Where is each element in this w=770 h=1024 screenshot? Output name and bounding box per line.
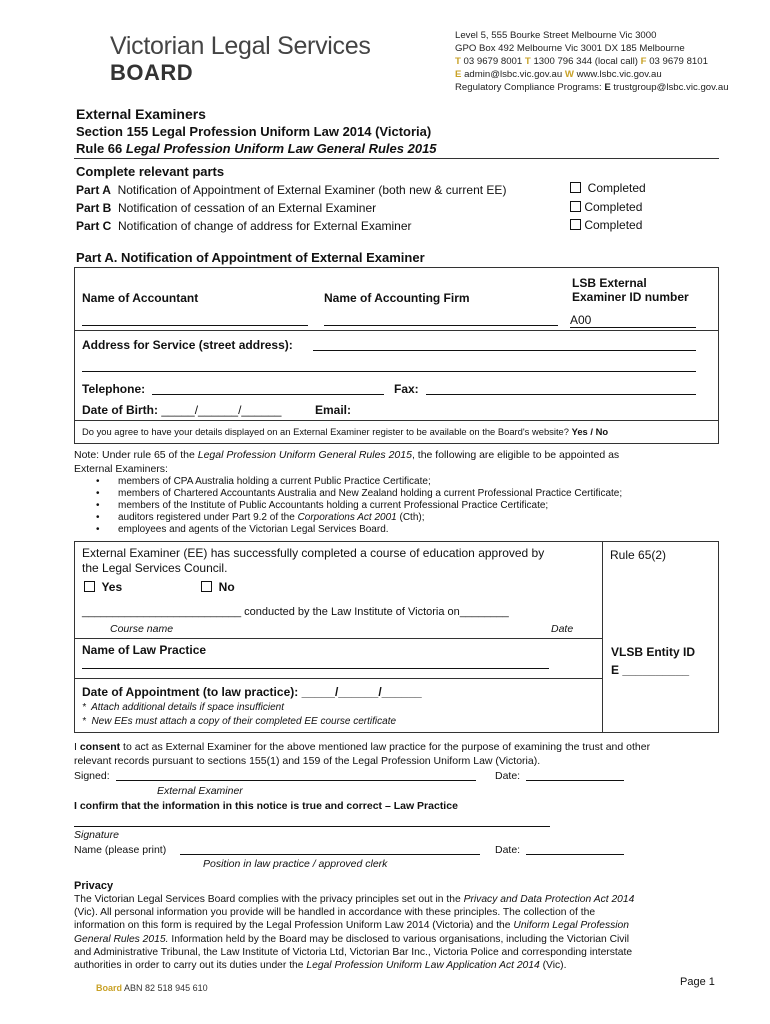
law-practice-label: Name of Law Practice (82, 643, 207, 657)
eligibility-note-line2: External Examiners: (74, 463, 168, 475)
email-label: Email: (315, 403, 352, 417)
compliance-line: Regulatory Compliance Programs: E trustgroup@lsbc.vic.gov.au (455, 82, 729, 93)
course-statement: External Examiner (EE) has successfully completed a course of education approved by the Legal Services Council. (82, 546, 545, 575)
fax-input[interactable] (426, 394, 696, 395)
page-number: Page 1 (680, 976, 715, 988)
appointment-row[interactable]: Date of Appointment (to law practice): _____/______/______ (82, 685, 422, 699)
part-b-completed[interactable]: Completed (570, 200, 642, 214)
logo-line2: BOARD (110, 60, 194, 85)
list-item: • members of CPA Australia holding a current Public Practice Certificate; (96, 476, 736, 488)
date-label-2: Date: (495, 844, 521, 856)
signature-label: Signature (74, 829, 119, 841)
telephone-input[interactable] (152, 394, 384, 395)
part-a-completed[interactable]: Completed (570, 181, 646, 195)
course-name-label: Course name (110, 623, 174, 635)
fax-label: Fax: (394, 382, 419, 396)
part-c-row: Part C Notification of change of address for External Examiner (76, 219, 412, 233)
yes-option[interactable]: Yes (84, 580, 122, 594)
phone-line: T 03 9679 8001 T 1300 796 344 (local call) F 03 9679 8101 (455, 56, 708, 67)
consent-line1: I consent to act as External Examiner for the above mentioned law practice for the purpose of examining the trust and other (74, 741, 651, 753)
privacy-text: The Victorian Legal Services Board complies with the privacy principles set out in the Privacy and Data Protection Act 2014 (Vic). All personal information you provide will be handled in accordance with these principles. The collection of the information on this form is required by the Legal Profession Uniform Law 2014 (Victoria) and the Uniform Legal Profession General Rules 2015. Information held by the Board may be disclosed to various organisations, including the Victorian Civil and Administrative Tribunal, the Law Institute of Victoria Ltd, Victorian Bar Inc., Victoria Police and corresponding interstate authorities in order to carry out its duties under the Legal Profession Uniform Law Application Act 2014 (Vic). (74, 894, 635, 972)
checkbox-icon[interactable] (570, 201, 581, 212)
date-input-1[interactable] (526, 780, 624, 781)
date-input-2[interactable] (526, 854, 624, 855)
logo-line1: Victorian Legal Services (110, 32, 371, 60)
signed-input[interactable] (116, 780, 476, 781)
col-firm: Name of Accounting Firm (324, 291, 470, 305)
rule-label: Rule 65(2) (610, 548, 667, 562)
position-caption: Position in law practice / approved clerk (203, 858, 388, 870)
register-question: Do you agree to have your details displayed on an External Examiner register to be available on the Board's website? Yes / No (82, 426, 609, 437)
asterisk-note-2: * New EEs must attach a copy of their completed EE course certificate (82, 716, 397, 727)
list-item: • members of Chartered Accountants Australia and New Zealand holding a current Professional Practice Certificate; (96, 488, 736, 500)
lsb-id-input[interactable]: A00 (570, 313, 696, 328)
telephone-label: Telephone: (82, 382, 146, 396)
asterisk-note-1: * Attach additional details if space insufficient (82, 702, 284, 713)
checkbox-icon[interactable] (84, 581, 95, 592)
checkbox-icon[interactable] (201, 581, 212, 592)
list-item: • employees and agents of the Victorian Legal Services Board. (96, 524, 736, 536)
col-lsb: LSB External Examiner ID number (572, 276, 689, 304)
address-label: Address for Service (street address): (82, 338, 293, 352)
part-a-heading: Part A. Notification of Appointment of External Examiner (76, 250, 425, 265)
email-line: E admin@lsbc.vic.gov.au W www.lsbc.vic.gov.au (455, 69, 662, 80)
address-line1: Level 5, 555 Bourke Street Melbourne Vic 3000 (455, 30, 657, 41)
signature-input[interactable] (74, 826, 550, 827)
law-practice-input[interactable] (82, 668, 549, 669)
address-input-2[interactable] (82, 371, 696, 372)
form-section: Section 155 Legal Profession Uniform Law 2014 (Victoria) (76, 124, 432, 139)
date-label-1: Date: (495, 770, 521, 782)
date-label: Date (551, 623, 574, 635)
privacy-heading: Privacy (74, 880, 114, 892)
accountant-input[interactable] (82, 325, 308, 326)
address-input[interactable] (313, 350, 696, 351)
name-print-input[interactable] (180, 854, 480, 855)
checkbox-icon[interactable] (570, 219, 581, 230)
checkbox-icon[interactable] (570, 182, 581, 193)
firm-input[interactable] (324, 325, 558, 326)
no-option[interactable]: No (201, 580, 235, 594)
name-print-label: Name (please print) (74, 844, 167, 856)
consent-line2: relevant records pursuant to sections 155(1) and 159 of the Legal Profession Uniform Law (Victoria). (74, 755, 541, 767)
part-a-row: Part A Notification of Appointment of External Examiner (both new & current EE) (76, 183, 507, 197)
parts-heading: Complete relevant parts (76, 164, 225, 179)
external-examiner-caption: External Examiner (157, 785, 243, 797)
dob-row[interactable]: Date of Birth: _____/______/______ (82, 403, 282, 417)
list-item: • members of the Institute of Public Accountants holding a current Professional Practice Certificate; (96, 500, 736, 512)
signed-label: Signed: (74, 770, 110, 782)
part-b-row: Part B Notification of cessation of an External Examiner (76, 201, 377, 215)
vlsb-entity[interactable]: VLSB Entity ID E __________ (611, 645, 696, 677)
confirm-text: I confirm that the information in this notice is true and correct – Law Practice (74, 800, 458, 812)
col-accountant: Name of Accountant (82, 291, 199, 305)
address-line2: GPO Box 492 Melbourne Vic 3001 DX 185 Melbourne (455, 43, 685, 54)
part-c-completed[interactable]: Completed (570, 218, 642, 232)
eligibility-list (96, 476, 736, 536)
form-title: External Examiners (76, 106, 206, 122)
footer-abn: Board ABN 82 518 945 610 (96, 983, 208, 993)
conducted-line[interactable]: __________________________ conducted by the Law Institute of Victoria on________ (82, 606, 509, 618)
list-item: • auditors registered under Part 9.2 of the Corporations Act 2001 (Cth); (96, 512, 736, 524)
form-rule: Rule 66 Legal Profession Uniform Law General Rules 2015 (76, 141, 437, 156)
eligibility-note: Note: Under rule 65 of the Legal Profession Uniform General Rules 2015, the following are eligible to be appointed as (74, 449, 620, 461)
